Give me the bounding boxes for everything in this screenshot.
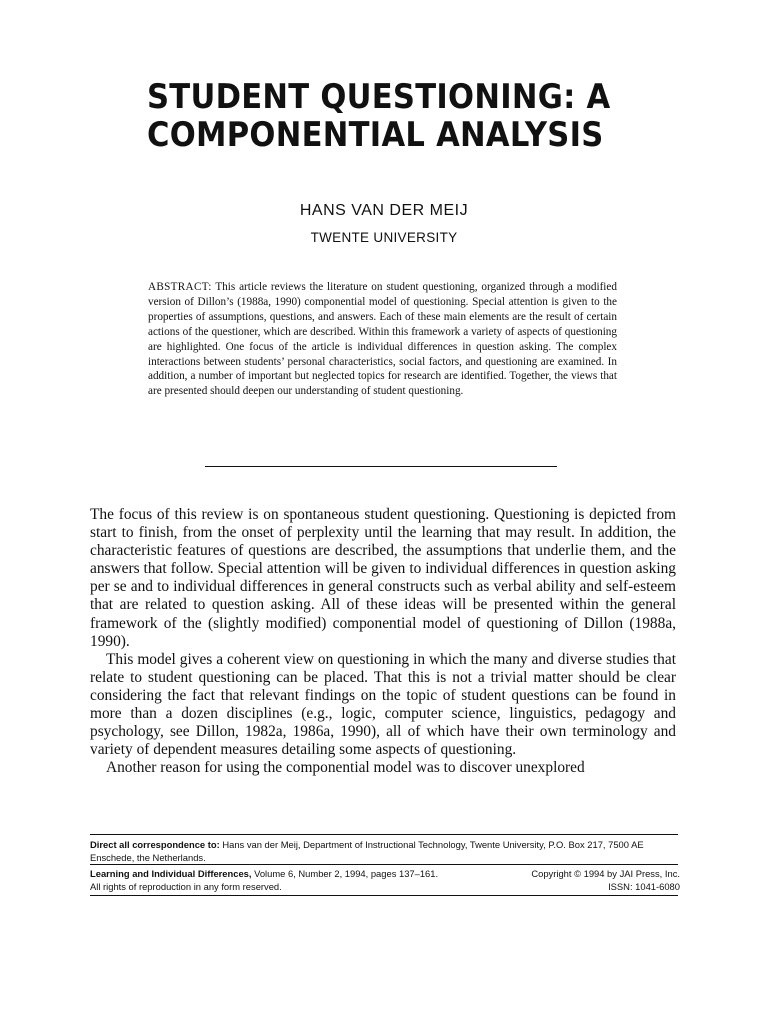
footnote-divider	[90, 895, 678, 896]
article-title: STUDENT QUESTIONING: A COMPONENTIAL ANALYSIS	[147, 77, 611, 155]
footnote-divider	[90, 834, 678, 835]
body-paragraph: Another reason for using the componential model was to discover unexplored	[106, 759, 585, 777]
author-affiliation: TWENTE UNIVERSITY	[310, 230, 458, 245]
correspondence-footnote	[90, 838, 680, 864]
abstract-text: This article reviews the literature on student questioning, organized through a modified version of Dillon’s (1988a, 1990) componential model of questioning. Special attention is given to the properties of assumptions, questions, and answers. Each of these main elements are the result of certain actions of the questioner, which are described. Within this framework a variety of aspects of questioning are highlighted. One focus of the article is individual differences in question asking. The complex interactions between students’ personal characteristics, social factors, and questioning are examined. In addition, a number of important but neglected topics for research are identified. Together, the views that are presented should deepen our understanding of student questioning.	[148, 281, 617, 398]
abstract-divider	[205, 466, 557, 467]
copyright-notice: Copyright © 1994 by JAI Press, Inc.	[531, 868, 680, 879]
rights-notice: All rights of reproduction in any form reserved.	[90, 881, 282, 892]
journal-footnote	[90, 867, 680, 893]
journal-citation	[90, 867, 438, 880]
journal-name: Learning and Individual Differences,	[90, 868, 252, 879]
abstract-label: ABSTRACT:	[148, 281, 212, 293]
issn-number: ISSN: 1041-6080	[608, 881, 680, 892]
body-paragraph: This model gives a coherent view on questioning in which the many and diverse studies that relate to student questioning can be placed. That this is not a trivial matter should be clear considering the fact that relevant findings on the topic of student questions can be found in more than a dozen disciplines (e.g., logic, computer science, linguistics, pedagogy and psychology, see Dillon, 1982a, 1986a, 1990), all of which have their own terminology and variety of dependent measures detailing some aspects of questioning.	[90, 650, 676, 759]
journal-details: Volume 6, Number 2, 1994, pages 137–161.	[254, 868, 439, 879]
author-name: HANS VAN DER MEIJ	[299, 202, 469, 219]
body-paragraph: The focus of this review is on spontaneous student questioning. Questioning is depicted from start to finish, from the onset of perplexity until the learning that may result. In addition, the characteristic features of questions are described, the assumptions that underlie them, and the answers that follow. Special attention will be given to individual differences in question asking per se and to individual differences in general constructs such as verbal ability and self-esteem that are related to question asking. All of these ideas will be presented within the general framework of the (slightly modified) componential model of questioning of Dillon (1988a, 1990).	[90, 506, 676, 650]
correspondence-label: Direct all correspondence to:	[90, 839, 220, 850]
footnote-divider	[90, 864, 678, 865]
correspondence-text: Hans van der Meij, Department of Instructional Technology, Twente University, P.O. Box 217, 7500 AE Enschede, the Netherlands.	[90, 839, 644, 863]
abstract	[148, 280, 617, 399]
article-body	[90, 506, 676, 777]
